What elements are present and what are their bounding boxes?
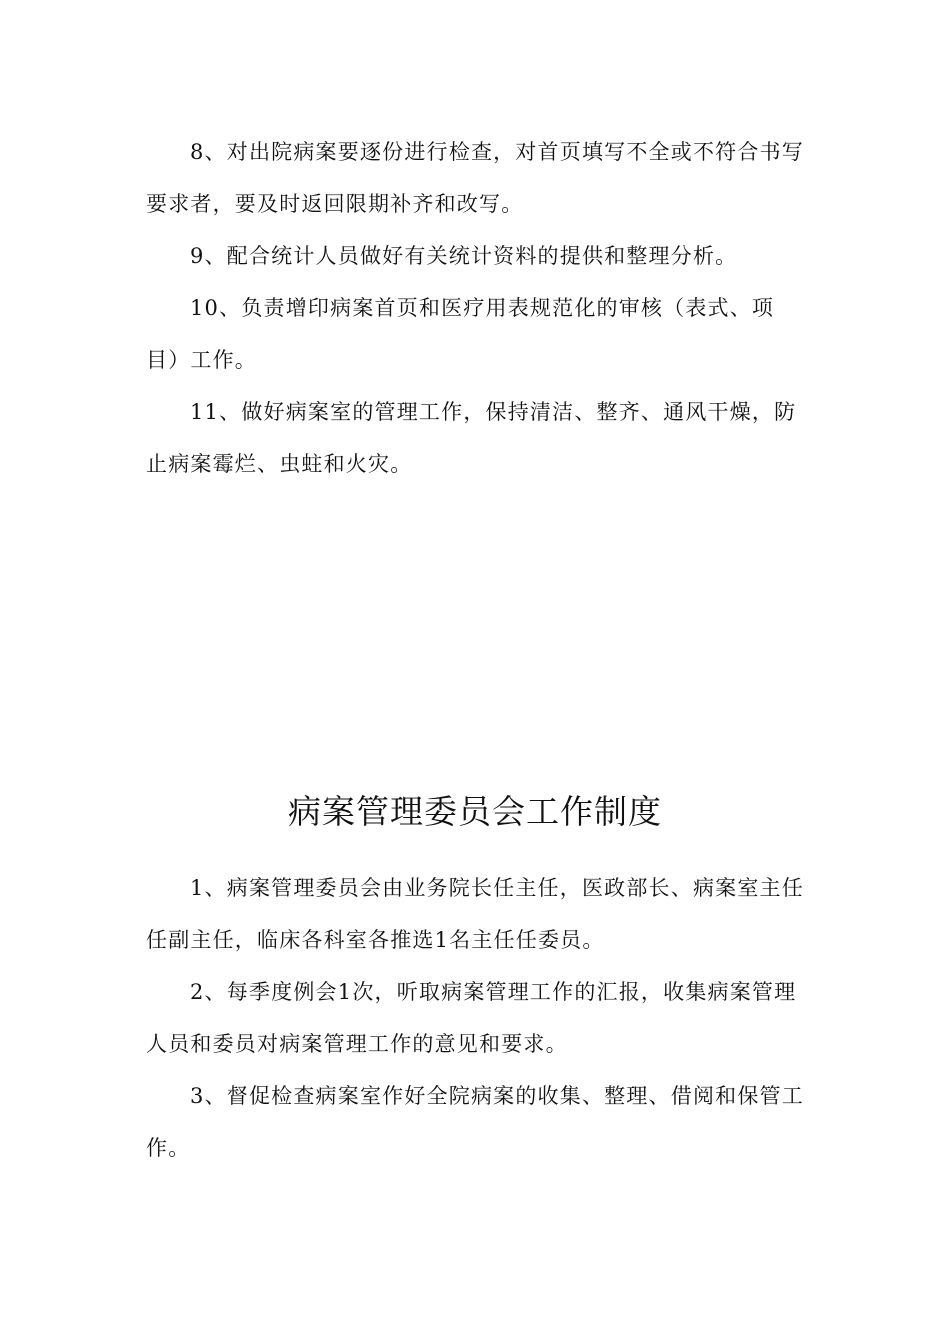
committee-item-1: 1、病案管理委员会由业务院长任主任，医政部长、病案室主任任副主任，临床各科室各推选1名主任任委员。 (146, 876, 804, 952)
rule-item-11: 11、做好病案室的管理工作，保持清洁、整齐、通风干燥，防止病案霉烂、虫蛀和火灾。 (146, 400, 797, 476)
rule-item-10: 10、负责增印病案首页和医疗用表规范化的审核（表式、项目）工作。 (146, 296, 775, 372)
section-title: 病案管理委员会工作制度 (288, 792, 662, 831)
rule-item-8: 8、对出院病案要逐份进行检查，对首页填写不全或不符合书写要求者，要及时返回限期补齐和改写。 (146, 140, 804, 216)
committee-item-3: 3、督促检查病案室作好全院病案的收集、整理、借阅和保管工作。 (146, 1084, 804, 1160)
rule-item-9: 9、配合统计人员做好有关统计资料的提供和整理分析。 (190, 244, 738, 268)
committee-item-2: 2、每季度例会1次，听取病案管理工作的汇报，收集病案管理人员和委员对病案管理工作的意见和要求。 (146, 980, 797, 1056)
